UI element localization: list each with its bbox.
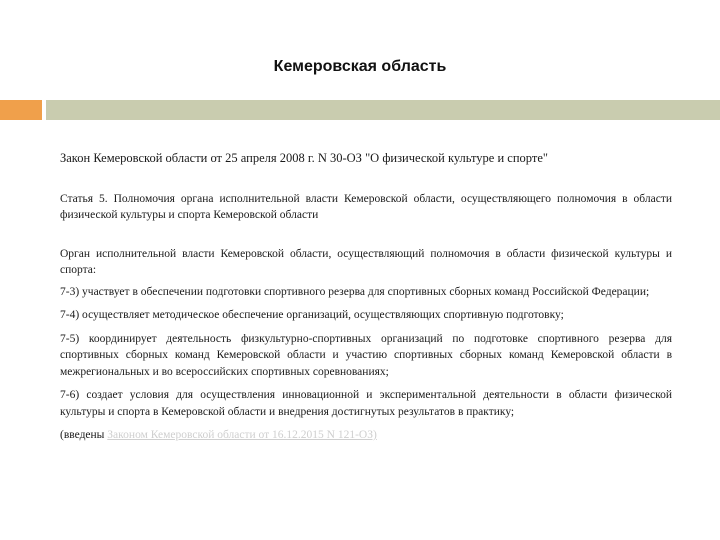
list-item: 7-5) координирует деятельность физкультурно-спортивных организаций по подготовке спортивного резерва для спортивных сборных команд Кемеровской области и участию спортивных сборных команд Кемеровской области в межрегиональных и во всероссийских спортивных соревнованиях;: [60, 332, 672, 378]
document-body: [60, 150, 672, 451]
intro-paragraph: Орган исполнительной власти Кемеровской области, осуществляющий полномочия в области физической культуры и спорта:: [60, 247, 672, 276]
amendment-link[interactable]: Законом Кемеровской области от 16.12.2015 N 121-ОЗ): [107, 429, 377, 441]
header-accent-block: [0, 100, 42, 120]
article-heading: Статья 5. Полномочия органа исполнительной власти Кемеровской области, осуществляющего полномочия в области физической культуры и спорта Кемеровской области: [60, 192, 672, 221]
list-item: 7-3) участвует в обеспечении подготовки спортивного резерва для спортивных сборных команд Российской Федерации;: [60, 285, 650, 298]
page-title: Кемеровская область: [273, 58, 447, 75]
law-title: Закон Кемеровской области от 25 апреля 2008 г. N 30-ОЗ "О физической культуре и спорте": [60, 151, 548, 165]
header-divider-bar: [46, 100, 720, 120]
list-item: 7-6) создает условия для осуществления инновационной и экспериментальной деятельности в области физической культуры и спорта в Кемеровской области и внедрения достигнутых результатов в практику;: [60, 389, 672, 418]
list-item: 7-4) осуществляет методическое обеспечение организаций, осуществляющих спортивную подготовку;: [60, 309, 564, 321]
amendment-prefix: (введены: [60, 429, 108, 441]
amendment-note: [60, 427, 672, 444]
